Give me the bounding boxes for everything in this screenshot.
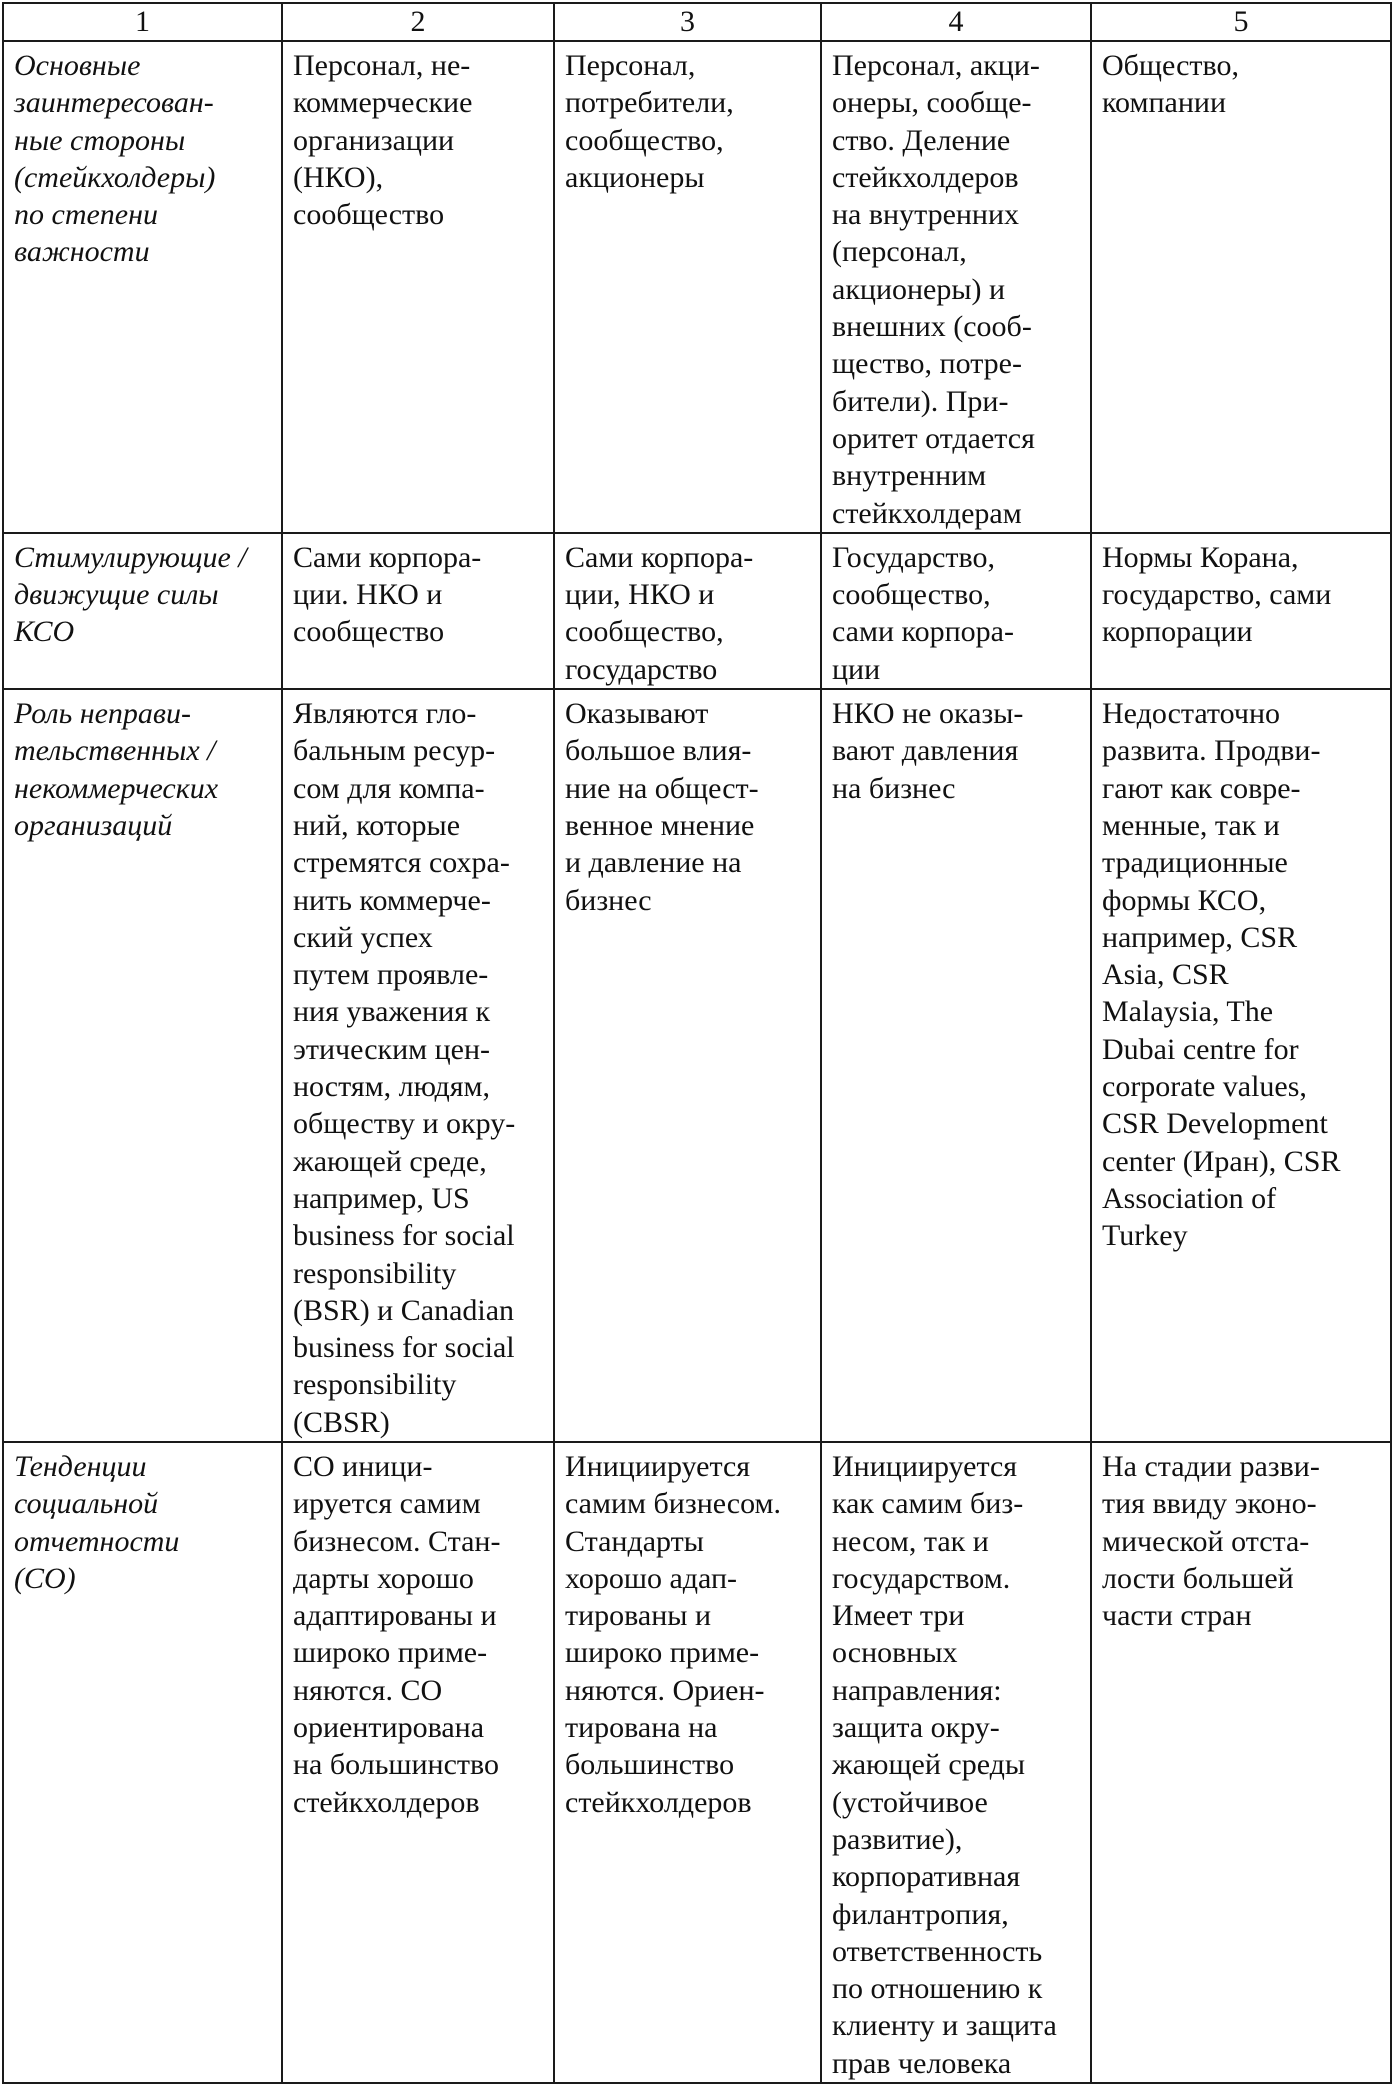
text-line: широко приме- <box>565 1636 760 1670</box>
text-line: основных <box>832 1636 958 1670</box>
text-line: (устойчивое <box>832 1785 988 1819</box>
text-line: сом для компа- <box>293 771 485 805</box>
text-line: ответственность <box>832 1934 1043 1968</box>
text-line: корпоративная <box>832 1860 1021 1894</box>
text-line: сообщество, <box>565 123 724 157</box>
row-stakeholders <box>3 41 1391 533</box>
row-driving-forces <box>3 533 1391 689</box>
text-line: на бизнес <box>832 771 956 805</box>
text-line: Общество, <box>1102 49 1239 82</box>
text-line: онеры, сообще- <box>832 86 1032 120</box>
comparison-table <box>2 2 1392 2084</box>
text-line: нить коммерче- <box>293 883 491 917</box>
text-line: оритет отдается <box>832 421 1035 455</box>
text-line: направления: <box>832 1673 1002 1707</box>
text-line: сами корпора- <box>832 615 1014 649</box>
text-line: акционеры <box>565 160 705 194</box>
column-number-1: 1 <box>3 3 282 41</box>
text-line: например, US <box>293 1181 470 1215</box>
text-line: (СО) <box>14 1561 76 1595</box>
text-line: Dubai centre for <box>1102 1032 1299 1066</box>
text-line: тированы и <box>565 1599 712 1633</box>
text-line: движущие силы <box>14 578 219 612</box>
text-line: Являются гло- <box>293 697 477 731</box>
text-line: традиционные <box>1102 846 1288 880</box>
text-line: КСО <box>14 615 75 649</box>
text-line: Имеет три <box>832 1599 965 1633</box>
text-line: бизнесом. Стан- <box>293 1524 501 1558</box>
column-number-5: 5 <box>1091 3 1391 41</box>
text-line: Инициируется <box>832 1449 1018 1483</box>
table-cell <box>554 689 821 1442</box>
row-ngo-role <box>3 689 1391 1442</box>
text-line: стейкхолдеров <box>293 1785 480 1819</box>
text-line: Персонал, не- <box>293 49 471 82</box>
text-line: Оказывают <box>565 697 709 731</box>
text-line: ируется самим <box>293 1487 481 1521</box>
row-social-reporting <box>3 1442 1391 2083</box>
text-line: защита окру- <box>832 1711 1000 1745</box>
text-line: responsibility <box>293 1256 457 1290</box>
text-line: акционеры) и <box>832 272 1006 306</box>
text-line: самим бизнесом. <box>565 1487 782 1521</box>
text-line: (BSR) и Canadian <box>293 1293 515 1327</box>
text-line: мической отста- <box>1102 1524 1310 1558</box>
text-line: государство, сами <box>1102 578 1332 612</box>
text-line: важности <box>14 235 150 269</box>
text-line: путем проявле- <box>293 958 489 992</box>
text-line: заинтересован- <box>14 86 214 120</box>
row-label <box>3 1442 282 2083</box>
text-line: по отношению к <box>832 1972 1043 2006</box>
text-line: ний, которые <box>293 808 461 842</box>
text-line: (стейкхолдеры) <box>14 160 216 194</box>
text-line: тия ввиду эконо- <box>1102 1487 1317 1521</box>
text-line: этическим цен- <box>293 1032 491 1066</box>
text-line: Персонал, акци- <box>832 49 1040 82</box>
text-line: Государство, <box>832 540 995 574</box>
text-line: потребители, <box>565 86 734 120</box>
text-line: Инициируется <box>565 1449 751 1483</box>
text-line: няются. Ориен- <box>565 1673 765 1707</box>
table-cell <box>1091 1442 1391 2083</box>
text-line: как самим биз- <box>832 1487 1024 1521</box>
text-line: ство. Деление <box>832 123 1011 157</box>
text-line: Стандарты <box>565 1524 704 1558</box>
table-cell <box>1091 689 1391 1442</box>
text-line: На стадии разви- <box>1102 1449 1320 1483</box>
text-line: например, CSR <box>1102 920 1298 954</box>
text-line: на внутренних <box>832 198 1020 232</box>
column-number-4: 4 <box>821 3 1091 41</box>
text-line: ностям, людям, <box>293 1070 491 1104</box>
text-line: стейкхолдеров <box>832 160 1019 194</box>
text-line: Стимулирующие / <box>14 540 247 574</box>
text-line: широко приме- <box>293 1636 488 1670</box>
text-line: сообщество <box>293 198 445 232</box>
text-line: тирована на <box>565 1711 718 1745</box>
text-line: сообщество, <box>565 615 724 649</box>
text-line: государство <box>565 652 718 686</box>
text-line: ции. НКО и <box>293 578 443 612</box>
row-label <box>3 533 282 689</box>
text-line: ния уважения к <box>293 995 491 1029</box>
text-line: дарты хорошо <box>293 1561 474 1595</box>
text-line: стейкхолдерам <box>832 496 1022 530</box>
text-line: щество, потре- <box>832 347 1022 381</box>
text-line: венное мнение <box>565 808 755 842</box>
text-line: Сами корпора- <box>293 540 482 574</box>
text-line: отчетности <box>14 1524 180 1558</box>
text-line: развитие), <box>832 1822 963 1856</box>
text-line: Недостаточно <box>1102 697 1281 731</box>
text-line: менные, так и <box>1102 808 1280 842</box>
table-cell <box>1091 41 1391 533</box>
text-line: по степени <box>14 198 158 232</box>
text-line: несом, так и <box>832 1524 989 1558</box>
text-line: НКО не оказы- <box>832 697 1024 731</box>
text-line: няются. СО <box>293 1673 443 1707</box>
text-line: ориентирована <box>293 1711 485 1745</box>
text-line: хорошо адап- <box>565 1561 738 1595</box>
text-line: компании <box>1102 86 1226 120</box>
text-line: некоммерческих <box>14 771 219 805</box>
text-line: ский успех <box>293 920 433 954</box>
table-cell <box>282 41 554 533</box>
text-line: сообщество <box>293 615 445 649</box>
text-line: большинство <box>565 1748 735 1782</box>
text-line: организации <box>293 123 455 157</box>
text-line: организаций <box>14 808 173 842</box>
text-line: коммерческие <box>293 86 473 120</box>
text-line: бизнес <box>565 883 652 917</box>
text-line: внешних (сооб- <box>832 310 1032 344</box>
text-line: адаптированы и <box>293 1599 497 1633</box>
text-line: бители). При- <box>832 384 1009 418</box>
text-line: Association of <box>1102 1181 1277 1215</box>
table-cell <box>282 689 554 1442</box>
table-cell <box>554 41 821 533</box>
row-label <box>3 689 282 1442</box>
table-cell <box>821 41 1091 533</box>
table-cell <box>821 689 1091 1442</box>
text-line: Сами корпора- <box>565 540 754 574</box>
text-line: социальной <box>14 1487 159 1521</box>
text-line: Роль неправи- <box>14 697 191 731</box>
text-line: corporate values, <box>1102 1070 1307 1104</box>
text-line: корпорации <box>1102 615 1253 649</box>
text-line: СО иници- <box>293 1449 433 1483</box>
text-line: тельственных / <box>14 734 216 768</box>
text-line: лости большей <box>1102 1561 1294 1595</box>
text-line: клиенту и защита <box>832 2009 1057 2043</box>
text-line: center (Иран), CSR <box>1102 1144 1341 1178</box>
table-cell <box>554 1442 821 2083</box>
text-line: на большинство <box>293 1748 499 1782</box>
text-line: ние на общест- <box>565 771 759 805</box>
text-line: части стран <box>1102 1599 1252 1633</box>
text-line: жающей среды <box>832 1748 1026 1782</box>
text-line: Asia, CSR <box>1102 958 1229 992</box>
table-cell <box>554 533 821 689</box>
text-line: внутренним <box>832 459 987 493</box>
text-line: responsibility <box>293 1368 457 1402</box>
row-label <box>3 41 282 533</box>
column-number-3: 3 <box>554 3 821 41</box>
text-line: вают давления <box>832 734 1019 768</box>
text-line: Тенденции <box>14 1449 147 1483</box>
text-line: жающей среде, <box>293 1144 487 1178</box>
text-line: стремятся сохра- <box>293 846 510 880</box>
text-line: развита. Продви- <box>1102 734 1321 768</box>
header-row <box>3 3 1391 41</box>
text-line: государством. <box>832 1561 1011 1595</box>
text-line: сообщество, <box>832 578 991 612</box>
text-line: Нормы Корана, <box>1102 540 1299 574</box>
text-line: и давление на <box>565 846 742 880</box>
text-line: филантропия, <box>832 1897 1009 1931</box>
text-line: Персонал, <box>565 49 696 82</box>
text-line: business for social <box>293 1219 515 1253</box>
text-line: стейкхолдеров <box>565 1785 752 1819</box>
text-line: обществу и окру- <box>293 1107 516 1141</box>
text-line: прав человека <box>832 2046 1012 2080</box>
text-line: (персонал, <box>832 235 967 269</box>
table-cell <box>821 1442 1091 2083</box>
text-line: CSR Development <box>1102 1107 1328 1141</box>
table-cell <box>282 1442 554 2083</box>
text-line: Turkey <box>1102 1219 1188 1253</box>
text-line: (НКО), <box>293 160 384 194</box>
text-line: business for social <box>293 1331 515 1365</box>
text-line: ции <box>832 652 881 686</box>
table-cell <box>282 533 554 689</box>
text-line: формы КСО, <box>1102 883 1267 917</box>
text-line: большое влия- <box>565 734 752 768</box>
text-line: гают как совре- <box>1102 771 1301 805</box>
table-cell <box>821 533 1091 689</box>
text-line: ции, НКО и <box>565 578 715 612</box>
text-line: ные стороны <box>14 123 186 157</box>
text-line: бальным ресур- <box>293 734 496 768</box>
text-line: (CBSR) <box>293 1405 390 1439</box>
table-cell <box>1091 533 1391 689</box>
text-line: Основные <box>14 49 141 82</box>
text-line: Malaysia, The <box>1102 995 1274 1029</box>
column-number-2: 2 <box>282 3 554 41</box>
